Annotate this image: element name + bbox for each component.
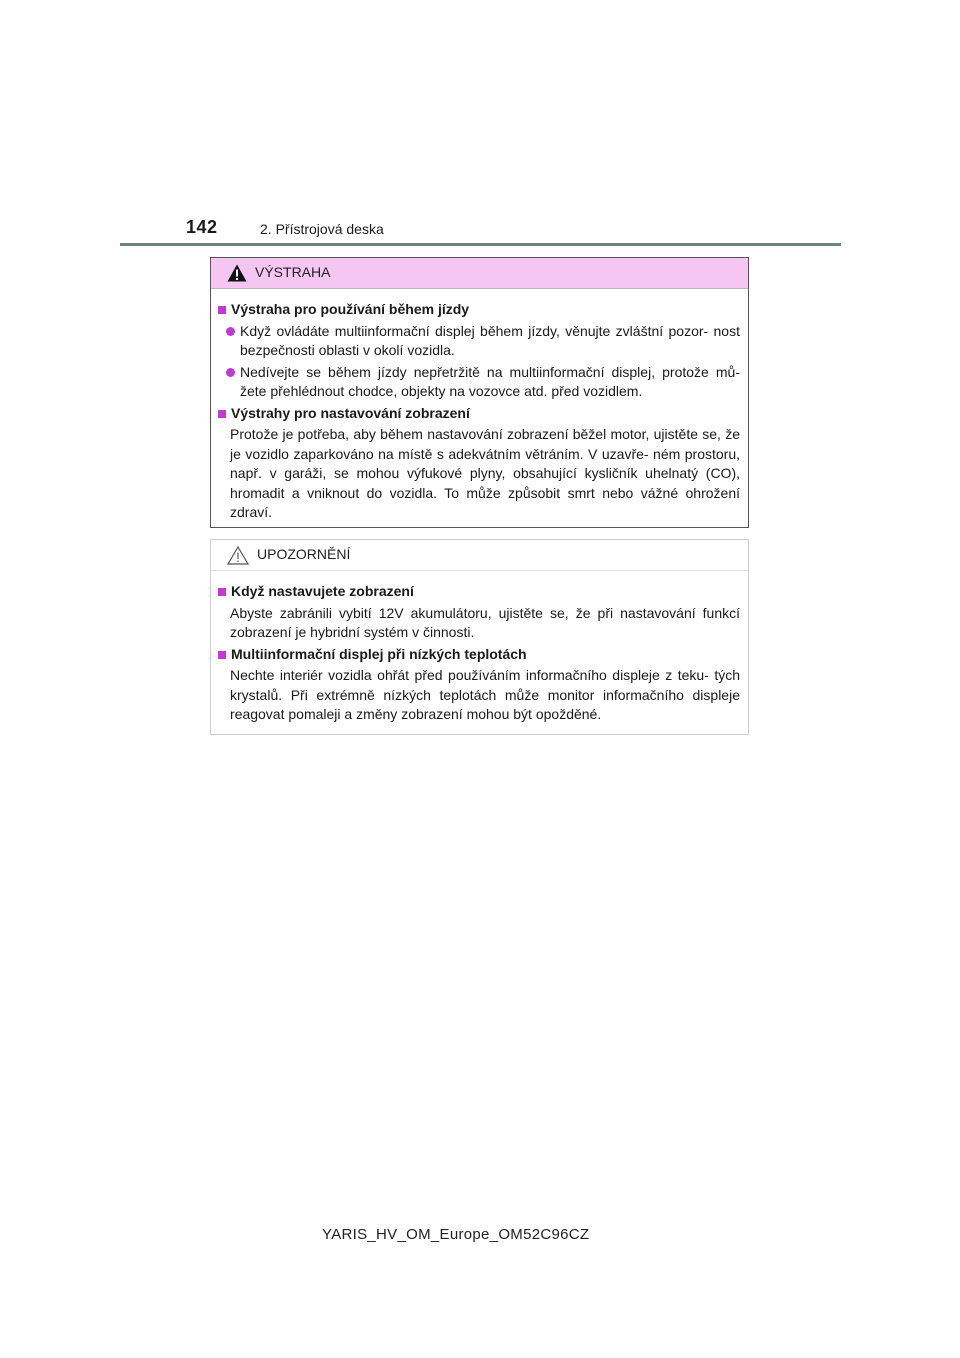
caution-header — [211, 540, 748, 571]
caution-heading-lowtemp: Multiinformační displej při nízkých teplotách — [218, 645, 740, 665]
square-bullet-icon — [218, 306, 226, 314]
caution-heading-setting: Když nastavujete zobrazení — [218, 582, 740, 602]
section-title: 2. Přístrojová deska — [260, 221, 384, 237]
caution-body — [211, 571, 748, 725]
warning-heading-settings: Výstrahy pro nastavování zobrazení — [218, 404, 740, 424]
warning-header — [211, 258, 748, 289]
round-bullet-icon — [226, 368, 235, 377]
header-rule — [120, 243, 841, 246]
caution-title: UPOZORNĚNÍ — [257, 546, 351, 563]
square-bullet-icon — [218, 651, 226, 659]
caution-setting-text: Abyste zabránili vybití 12V akumulátoru, ujistěte se, že při nastavování funkcí zobrazení je hybridní systém v činnosti. — [230, 604, 740, 640]
warning-title: VÝSTRAHA — [255, 264, 331, 281]
document-code: YARIS_HV_OM_Europe_OM52C96CZ — [322, 1226, 590, 1243]
warning-bullet-2: Nedívejte se během jízdy nepřetržitě na multiinformační displej, protože mů- žete přehlédnout chodce, objekty na vozovce atd. před vozidlem. — [218, 363, 740, 402]
square-bullet-icon — [218, 410, 226, 418]
caution-lowtemp-text: Nechte interiér vozidla ohřát před používáním informačního displeje z teku- tých krystalů. Při extrémně nízkých teplotách může monitor informačního displeje reagovat pomaleji a změny zobrazení mohou být opožděné. — [230, 667, 740, 722]
round-bullet-icon — [226, 327, 235, 336]
caution-box — [210, 539, 749, 735]
warning-bullet-1: Když ovládáte multiinformační displej během jízdy, věnujte zvláštní pozor- nost bezpečnosti oblasti v okolí vozidla. — [218, 322, 740, 361]
page-number: 142 — [186, 217, 218, 237]
caution-triangle-icon — [227, 546, 249, 565]
warning-settings-text: Protože je potřeba, aby během nastavování zobrazení běžel motor, ujistěte se, že je vozidlo zaparkováno na místě s adekvátním větráním. V uzavře- ném prostoru, např. v garáži, se mohou výfukové plyny, obsahující kysličník uhelnatý (CO), hromadit a vniknout do vozidla. To může způsobit smrt nebo vážné ohrožení zdraví. — [230, 426, 740, 520]
square-bullet-icon — [218, 588, 226, 596]
warning-triangle-icon — [227, 264, 247, 282]
warning-heading-driving: Výstraha pro používání během jízdy — [218, 300, 740, 320]
warning-box — [210, 257, 749, 528]
warning-body — [211, 289, 748, 523]
